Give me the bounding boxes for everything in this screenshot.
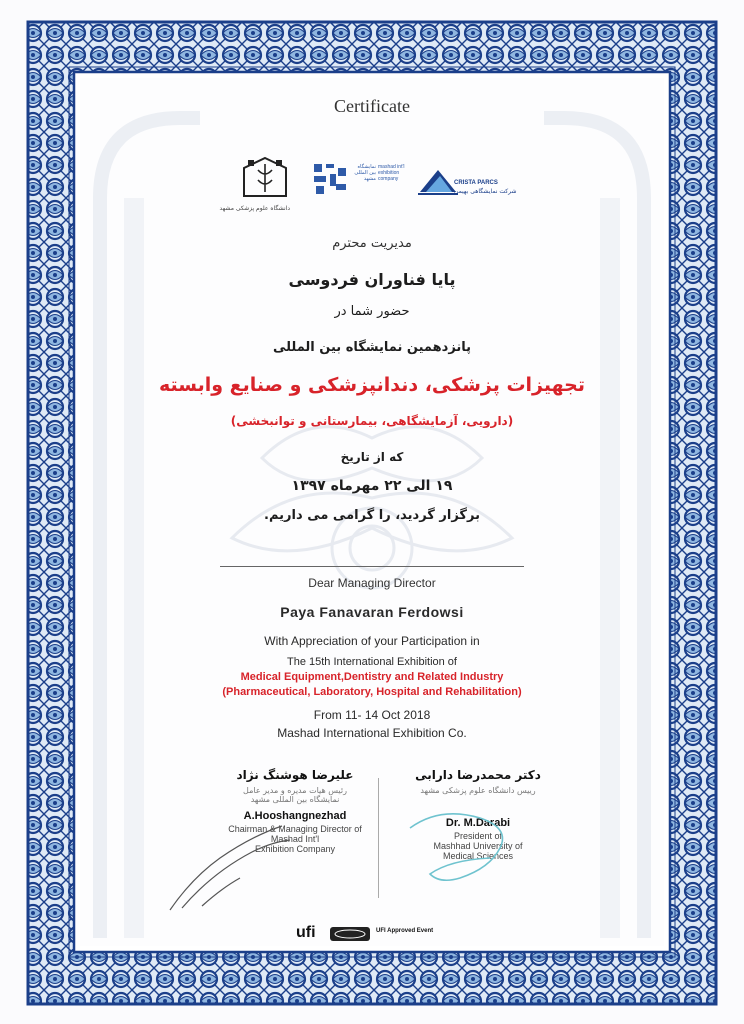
signature-divider [378,778,379,898]
left-handwritten-signature [162,818,302,918]
right-signatory-name-en: Dr. M.Darabi [445,817,511,829]
cristaparcs-logo [418,166,517,206]
fa-edition: پانزدهمین نمایشگاه بین المللی [272,340,472,355]
certificate-body [80,78,664,946]
en-dates: From 11- 14 Oct 2018 [313,708,431,722]
left-signatory-role-en-1: Chairman & Managing Director of [228,824,362,834]
en-salutation: Dear Managing Director [308,576,436,590]
right-signatory-role-en-1: President of [453,831,503,841]
left-signatory-role-en-3: Exhibition Company [254,844,336,854]
approved-event-label: UFI Approved Event [376,928,434,934]
right-signatory-role-en-3: Medical Sciences [442,851,514,861]
university-logo [219,156,290,212]
right-signatory-role-en-2: Mashhad University of [433,841,523,851]
fa-dates: ۱۹ الی ۲۲ مهرماه ۱۳۹۷ [291,478,453,494]
right-signatory-role-fa-1: رییس دانشگاه علوم پزشکی مشهد [420,786,536,795]
right-signatory-name-fa: دکتر محمدرضا دارابی [415,768,541,782]
fa-company-name: پایا فناوران فردوسی [288,270,456,289]
left-signatory-role-fa-1: رئیس هیات مدیره و مدیر عامل [243,786,347,795]
approved-event-badge [330,927,370,941]
exhibition-company-logo [312,162,412,202]
left-signatory-name-fa: علیرضا هوشنگ نژاد [236,768,354,782]
en-organizer: Mashad International Exhibition Co. [277,726,467,740]
en-appreciation: With Appreciation of your Participation in [264,634,480,648]
university-logo-caption: دانشگاه علوم پزشکی مشهد [219,205,290,212]
certificate-title: Certificate [334,96,410,116]
fa-main-title: تجهیزات پزشکی، دندانپزشکی و صنایع وابسته [158,374,586,396]
en-subtitle: (Pharmaceutical, Laboratory, Hospital and Rehabilitation) [222,686,522,698]
fa-from-date-label: که از تاریخ [340,450,404,464]
en-edition: The 15th International Exhibition of [286,656,457,668]
left-signatory-name-en: A.Hooshangnezhad [243,810,347,822]
fa-subtitle: (دارویی، آزمایشگاهی، بیمارستانی و توانبخشی) [230,414,514,428]
fa-closing: برگزار گردید، را گرامی می داریم. [264,508,480,523]
ufi-logo: ufi [296,924,316,941]
en-main-title: Medical Equipment,Dentistry and Related Industry [240,671,504,683]
right-handwritten-signature [390,798,540,888]
footer-logos [296,924,446,944]
exhibition-logo-en-text: mashad int'l exhibition company [378,164,405,182]
section-divider [220,566,524,567]
left-signatory-role-en-2: Mashad Int'l [270,834,320,844]
exhibition-logo-fa-text: نمایشگاه بین المللی مشهد [354,164,376,182]
left-signatory-role-fa-2: نمایشگاه بین المللی مشهد [250,795,340,804]
cristaparcs-logo-en: CRISTA PARCS [454,180,498,186]
en-company-name: Paya Fanavaran Ferdowsi [280,604,464,620]
fa-salutation: مدیریت محترم [332,236,412,251]
fa-presence-line: حضور شما در [334,304,410,319]
cristaparcs-logo-fa: شرکت نمایشگاهی بهیمن [454,188,517,195]
